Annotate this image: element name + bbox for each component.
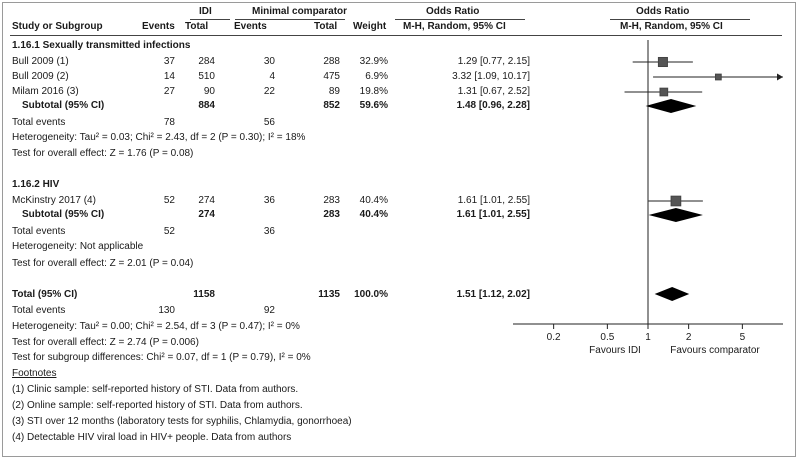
header-or-right: Odds Ratio [636,6,690,17]
weight: 40.4% [359,195,388,206]
study-point [671,196,681,206]
weight: 6.9% [365,71,388,82]
total-events-label: Total events [12,226,66,237]
total1: 284 [198,56,215,67]
subtotal-label: Subtotal (95% CI) [22,100,105,111]
header-group2: Minimal comparator [252,6,348,17]
events2: 30 [263,56,275,67]
header-total1: Total [185,21,209,32]
subtotal-label: Subtotal (95% CI) [22,209,105,220]
total2: 288 [323,56,340,67]
total-events2: 92 [263,305,275,316]
events2: 36 [263,195,275,206]
favours-left-label: Favours IDI [589,345,641,356]
overall-effect-text: Test for overall effect: Z = 2.01 (P = 0.04) [12,258,194,269]
footnote-item: (1) Clinic sample: self-reported history of STI. Data from authors. [12,384,299,395]
study-name: McKinstry 2017 (4) [12,195,96,206]
favours-right-label: Favours comparator [670,345,760,356]
heterogeneity-text: Heterogeneity: Tau² = 0.00; Chi² = 2.54, df = 3 (P = 0.47); I² = 0% [12,321,300,332]
total-events-label: Total events [12,117,66,128]
total2: 283 [323,195,340,206]
x-tick-label: 5 [739,332,746,343]
overall-weight: 100.0% [354,289,388,300]
subtotal-total2: 283 [323,209,340,220]
events2: 4 [269,71,275,82]
events1: 27 [163,86,175,97]
footnote-item: (4) Detectable HIV viral load in HIV+ people. Data from authors [12,432,292,443]
events1: 14 [163,71,175,82]
overall-ci: 1.51 [1.12, 2.02] [456,289,530,300]
total-events1: 52 [163,226,175,237]
total1: 90 [203,86,215,97]
subtotal-ci: 1.61 [1.01, 2.55] [456,209,530,220]
total-events2: 56 [263,117,275,128]
odds-ratio-ci: 1.29 [0.77, 2.15] [457,56,530,67]
overall-effect-text: Test for overall effect: Z = 2.74 (P = 0.006) [12,337,199,348]
subtotal-ci: 1.48 [0.96, 2.28] [456,100,530,111]
x-tick-label: 1 [645,332,651,343]
study-point [715,74,721,80]
study-point [660,88,668,96]
subtotal-weight: 40.4% [359,209,388,220]
header-study: Study or Subgroup [12,21,103,32]
study-name: Bull 2009 (1) [12,56,69,67]
total-events1: 78 [163,117,175,128]
total1: 510 [198,71,215,82]
study-name: Bull 2009 (2) [12,71,69,82]
heterogeneity-text: Heterogeneity: Tau² = 0.03; Chi² = 2.43, df = 2 (P = 0.30); I² = 18% [12,132,306,143]
header-method-right: M-H, Random, 95% CI [620,21,723,32]
odds-ratio-ci: 1.61 [1.01, 2.55] [457,195,530,206]
events1: 52 [163,195,175,206]
footnotes-title: Footnotes [12,368,57,379]
overall-effect-text: Test for overall effect: Z = 1.76 (P = 0.08) [12,148,194,159]
header-or-left: Odds Ratio [426,6,480,17]
total-events1: 130 [158,305,175,316]
overall-label: Total (95% CI) [12,289,78,300]
odds-ratio-ci: 1.31 [0.67, 2.52] [457,86,530,97]
study-name: Milam 2016 (3) [12,86,79,97]
header-weight: Weight [353,21,387,32]
x-tick-label: 2 [685,332,692,343]
subtotal-total1: 884 [198,100,215,111]
total-events-label: Total events [12,305,66,316]
summary-diamond [649,208,703,222]
x-tick-label: 0.2 [546,332,561,343]
header-group1: IDI [199,6,212,17]
weight: 32.9% [359,56,388,67]
header-method-left: M-H, Random, 95% CI [403,21,506,32]
weight: 19.8% [359,86,388,97]
summary-diamond [655,287,690,301]
footnote-item: (2) Online sample: self-reported history of STI. Data from authors. [12,400,303,411]
subtotal-total1: 274 [198,209,215,220]
ci-arrow [777,74,783,81]
x-tick-label: 0.5 [600,332,615,343]
total1: 274 [198,195,215,206]
total-events2: 36 [263,226,275,237]
events1: 37 [163,56,175,67]
header-events2: Events [234,21,267,32]
subtotal-weight: 59.6% [359,100,388,111]
header-events1: Events [142,21,175,32]
summary-diamond [646,99,697,113]
subgroup-diff-text: Test for subgroup differences: Chi² = 0.07, df = 1 (P = 0.79), I² = 0% [12,352,311,363]
total2: 475 [323,71,340,82]
header-total2: Total [314,21,338,32]
overall-total1: 1158 [193,289,215,300]
overall-total2: 1135 [318,289,340,300]
events2: 22 [263,86,275,97]
study-point [658,57,667,66]
total2: 89 [328,86,340,97]
odds-ratio-ci: 3.32 [1.09, 10.17] [452,71,530,82]
footnote-item: (3) STI over 12 months (laboratory tests for syphilis, Chlamydia, gonorrhoea) [12,416,352,427]
subtotal-total2: 852 [323,100,340,111]
subgroup2-title: 1.16.2 HIV [12,179,60,190]
heterogeneity-text: Heterogeneity: Not applicable [12,241,144,252]
subgroup1-title: 1.16.1 Sexually transmitted infections [12,40,191,51]
